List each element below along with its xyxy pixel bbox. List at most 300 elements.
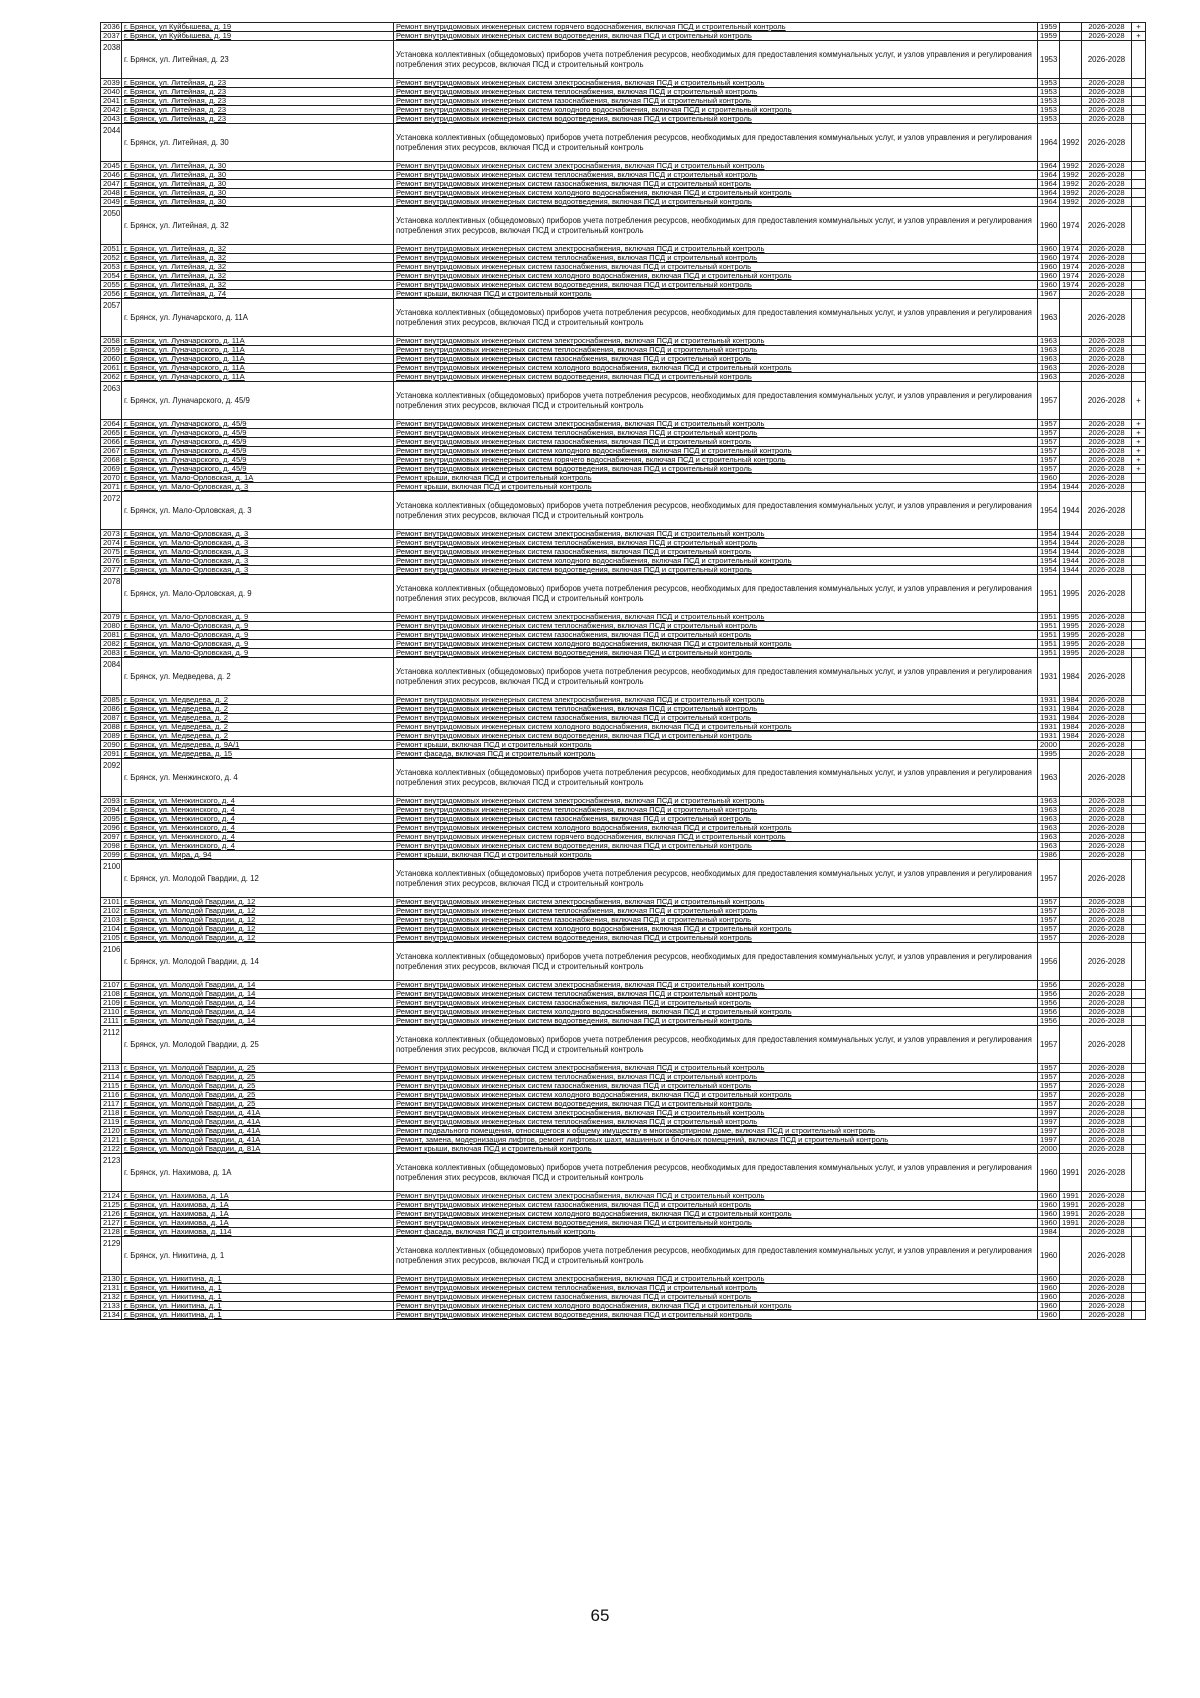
renovation-year-cell: 1992 (1060, 189, 1082, 198)
work-type-cell: Ремонт внутридомовых инженерных систем водоотведения, включая ПСД и строительный контроль (394, 842, 1038, 851)
renovation-year-cell: 1992 (1060, 198, 1082, 207)
table-row (101, 1109, 1146, 1118)
build-year-cell: 2000 (1038, 1145, 1060, 1154)
renovation-year-cell (1060, 1145, 1082, 1154)
build-year-cell: 1957 (1038, 916, 1060, 925)
row-number: 2129 (101, 1237, 122, 1275)
mark-cell (1132, 860, 1146, 898)
build-year-cell: 1960 (1038, 1201, 1060, 1210)
row-number: 2125 (101, 1201, 122, 1210)
row-number: 2043 (101, 115, 122, 124)
row-number: 2080 (101, 622, 122, 631)
row-number: 2037 (101, 32, 122, 41)
row-number: 2105 (101, 934, 122, 943)
renovation-year-cell (1060, 41, 1082, 79)
mark-cell (1132, 925, 1146, 934)
work-type-cell: Ремонт внутридомовых инженерных систем газоснабжения, включая ПСД и строительный контроль (394, 815, 1038, 824)
build-year-cell: 1953 (1038, 106, 1060, 115)
address-cell: г. Брянск, ул. Луначарского, д. 45/9 (122, 465, 394, 474)
work-type-cell: Ремонт внутридомовых инженерных систем теплоснабжения, включая ПСД и строительный контроль (394, 907, 1038, 916)
table-row (101, 705, 1146, 714)
row-number: 2054 (101, 272, 122, 281)
work-type-cell: Ремонт внутридомовых инженерных систем холодного водоснабжения, включая ПСД и строительный контроль (394, 189, 1038, 198)
renovation-year-cell: 1984 (1060, 705, 1082, 714)
period-cell: 2026-2028 (1082, 999, 1132, 1008)
renovation-year-cell: 1995 (1060, 613, 1082, 622)
build-year-cell: 1964 (1038, 189, 1060, 198)
table-row (101, 1091, 1146, 1100)
mark-cell (1132, 1284, 1146, 1293)
renovation-year-cell (1060, 106, 1082, 115)
period-cell: 2026-2028 (1082, 1017, 1132, 1026)
work-type-cell: Ремонт внутридомовых инженерных систем электроснабжения, включая ПСД и строительный контроль (394, 337, 1038, 346)
table-row (101, 649, 1146, 658)
mark-cell (1132, 806, 1146, 815)
build-year-cell: 1954 (1038, 539, 1060, 548)
mark-cell (1132, 613, 1146, 622)
mark-cell (1132, 1136, 1146, 1145)
work-type-cell: Ремонт внутридомовых инженерных систем холодного водоснабжения, включая ПСД и строительный контроль (394, 364, 1038, 373)
address-cell: г. Брянск, ул. Мало-Орловская, д. 9 (122, 631, 394, 640)
renovation-year-cell: 1944 (1060, 539, 1082, 548)
renovation-year-cell: 1944 (1060, 492, 1082, 530)
work-type-cell: Ремонт внутридомовых инженерных систем электроснабжения, включая ПСД и строительный контроль (394, 1109, 1038, 1118)
table-row (101, 1154, 1146, 1192)
work-type-cell: Ремонт внутридомовых инженерных систем водоотведения, включая ПСД и строительный контроль (394, 1311, 1038, 1320)
build-year-cell: 1954 (1038, 566, 1060, 575)
table-row (101, 456, 1146, 465)
mark-cell (1132, 207, 1146, 245)
row-number: 2107 (101, 981, 122, 990)
address-cell: г. Брянск, ул. Луначарского, д. 45/9 (122, 438, 394, 447)
table-row (101, 732, 1146, 741)
build-year-cell: 1960 (1038, 1293, 1060, 1302)
row-number: 2041 (101, 97, 122, 106)
table-row (101, 1136, 1146, 1145)
period-cell: 2026-2028 (1082, 1293, 1132, 1302)
address-cell: г. Брянск, ул. Мало-Орловская, д. 3 (122, 548, 394, 557)
table-row (101, 759, 1146, 797)
address-cell: г. Брянск, ул. Менжинского, д. 4 (122, 842, 394, 851)
renovation-year-cell (1060, 79, 1082, 88)
build-year-cell: 1963 (1038, 842, 1060, 851)
table-row (101, 1228, 1146, 1237)
address-cell: г. Брянск, ул. Луначарского, д. 11А (122, 346, 394, 355)
table-row (101, 631, 1146, 640)
row-number: 2101 (101, 898, 122, 907)
address-cell: г. Брянск, ул. Молодой Гвардии, д. 12 (122, 934, 394, 943)
mark-cell (1132, 1228, 1146, 1237)
address-cell: г. Брянск, ул. Луначарского, д. 11А (122, 299, 394, 337)
table-row (101, 566, 1146, 575)
build-year-cell: 1954 (1038, 548, 1060, 557)
build-year-cell: 1967 (1038, 290, 1060, 299)
address-cell: г. Брянск, ул. Литейная, д. 23 (122, 79, 394, 88)
address-cell: г. Брянск, ул. Литейная, д. 23 (122, 115, 394, 124)
address-cell: г. Брянск, ул. Литейная, д. 30 (122, 180, 394, 189)
period-cell: 2026-2028 (1082, 649, 1132, 658)
row-number: 2111 (101, 1017, 122, 1026)
row-number: 2123 (101, 1154, 122, 1192)
address-cell: г. Брянск, ул. Нахимова, д. 114 (122, 1228, 394, 1237)
renovation-year-cell (1060, 943, 1082, 981)
period-cell: 2026-2028 (1082, 1154, 1132, 1192)
period-cell: 2026-2028 (1082, 346, 1132, 355)
renovation-year-cell (1060, 851, 1082, 860)
period-cell: 2026-2028 (1082, 254, 1132, 263)
period-cell: 2026-2028 (1082, 474, 1132, 483)
period-cell: 2026-2028 (1082, 189, 1132, 198)
row-number: 2074 (101, 539, 122, 548)
build-year-cell: 1957 (1038, 1073, 1060, 1082)
row-number: 2062 (101, 373, 122, 382)
address-cell: г. Брянск, ул. Молодой Гвардии, д. 25 (122, 1026, 394, 1064)
row-number: 2073 (101, 530, 122, 539)
table-row (101, 198, 1146, 207)
work-type-cell: Установка коллективных (общедомовых) приборов учета потребления ресурсов, необходимых для предоставления коммунальных услуг, и узлов управления и регулирования потребления этих ресурсов, включая ПСД и строительный контроль (394, 41, 1038, 79)
table-row (101, 97, 1146, 106)
row-number: 2097 (101, 833, 122, 842)
work-type-cell: Ремонт внутридомовых инженерных систем водоотведения, включая ПСД и строительный контроль (394, 465, 1038, 474)
row-number: 2114 (101, 1073, 122, 1082)
mark-cell (1132, 1210, 1146, 1219)
address-cell: г. Брянск, ул. Нахимова, д. 1А (122, 1219, 394, 1228)
build-year-cell: 1957 (1038, 860, 1060, 898)
table-row (101, 272, 1146, 281)
table-row (101, 429, 1146, 438)
row-number: 2049 (101, 198, 122, 207)
period-cell: 2026-2028 (1082, 1145, 1132, 1154)
build-year-cell: 1964 (1038, 180, 1060, 189)
mark-cell (1132, 364, 1146, 373)
table-row (101, 465, 1146, 474)
row-number: 2130 (101, 1275, 122, 1284)
work-type-cell: Ремонт фасада, включая ПСД и строительный контроль (394, 750, 1038, 759)
row-number: 2036 (101, 23, 122, 32)
mark-cell (1132, 290, 1146, 299)
mark-cell (1132, 1026, 1146, 1064)
renovation-year-cell: 1995 (1060, 575, 1082, 613)
address-cell: г. Брянск, ул. Молодой Гвардии, д. 25 (122, 1082, 394, 1091)
table-row (101, 245, 1146, 254)
work-type-cell: Ремонт, замена, модернизация лифтов, ремонт лифтовых шахт, машинных и блочных помещений, включая ПСД и строительный контроль (394, 1136, 1038, 1145)
work-type-cell: Ремонт внутридомовых инженерных систем горячего водоснабжения, включая ПСД и строительный контроль (394, 456, 1038, 465)
row-number: 2070 (101, 474, 122, 483)
mark-cell: + (1132, 456, 1146, 465)
row-number: 2094 (101, 806, 122, 815)
renovation-year-cell: 1984 (1060, 714, 1082, 723)
table-row (101, 79, 1146, 88)
work-type-cell: Ремонт внутридомовых инженерных систем холодного водоснабжения, включая ПСД и строительный контроль (394, 557, 1038, 566)
row-number: 2104 (101, 925, 122, 934)
mark-cell (1132, 750, 1146, 759)
mark-cell (1132, 1109, 1146, 1118)
build-year-cell: 1931 (1038, 723, 1060, 732)
build-year-cell: 1956 (1038, 943, 1060, 981)
period-cell: 2026-2028 (1082, 171, 1132, 180)
mark-cell (1132, 1302, 1146, 1311)
renovation-year-cell: 1991 (1060, 1210, 1082, 1219)
row-number: 2126 (101, 1210, 122, 1219)
renovation-year-cell (1060, 833, 1082, 842)
work-type-cell: Ремонт внутридомовых инженерных систем газоснабжения, включая ПСД и строительный контроль (394, 1201, 1038, 1210)
mark-cell (1132, 189, 1146, 198)
mark-cell (1132, 705, 1146, 714)
work-type-cell: Установка коллективных (общедомовых) приборов учета потребления ресурсов, необходимых для предоставления коммунальных услуг, и узлов управления и регулирования потребления этих ресурсов, включая ПСД и строительный контроль (394, 943, 1038, 981)
build-year-cell: 1960 (1038, 254, 1060, 263)
build-year-cell: 1957 (1038, 438, 1060, 447)
table-row (101, 696, 1146, 705)
period-cell: 2026-2028 (1082, 851, 1132, 860)
mark-cell (1132, 990, 1146, 999)
row-number: 2108 (101, 990, 122, 999)
table-row (101, 548, 1146, 557)
renovation-year-cell: 1974 (1060, 207, 1082, 245)
renovation-year-cell: 1995 (1060, 640, 1082, 649)
period-cell: 2026-2028 (1082, 1302, 1132, 1311)
row-number: 2071 (101, 483, 122, 492)
build-year-cell: 1963 (1038, 337, 1060, 346)
mark-cell (1132, 851, 1146, 860)
table-row (101, 207, 1146, 245)
build-year-cell: 1963 (1038, 364, 1060, 373)
mark-cell (1132, 907, 1146, 916)
build-year-cell: 1957 (1038, 907, 1060, 916)
row-number: 2133 (101, 1302, 122, 1311)
renovation-year-cell: 1992 (1060, 162, 1082, 171)
mark-cell (1132, 88, 1146, 97)
address-cell: г. Брянск, ул. Молодой Гвардии, д. 12 (122, 898, 394, 907)
mark-cell (1132, 1201, 1146, 1210)
address-cell: г. Брянск, ул. Мира, д. 94 (122, 851, 394, 860)
work-type-cell: Установка коллективных (общедомовых) приборов учета потребления ресурсов, необходимых для предоставления коммунальных услуг, и узлов управления и регулирования потребления этих ресурсов, включая ПСД и строительный контроль (394, 860, 1038, 898)
mark-cell (1132, 272, 1146, 281)
work-type-cell: Ремонт внутридомовых инженерных систем теплоснабжения, включая ПСД и строительный контроль (394, 1073, 1038, 1082)
row-number: 2067 (101, 447, 122, 456)
period-cell: 2026-2028 (1082, 1073, 1132, 1082)
table-row (101, 1201, 1146, 1210)
renovation-year-cell: 1984 (1060, 732, 1082, 741)
mark-cell (1132, 1082, 1146, 1091)
period-cell: 2026-2028 (1082, 1228, 1132, 1237)
build-year-cell: 1997 (1038, 1118, 1060, 1127)
address-cell: г. Брянск, ул. Литейная, д. 32 (122, 263, 394, 272)
work-type-cell: Ремонт крыши, включая ПСД и строительный контроль (394, 1145, 1038, 1154)
mark-cell (1132, 1192, 1146, 1201)
table-row (101, 106, 1146, 115)
period-cell: 2026-2028 (1082, 1311, 1132, 1320)
build-year-cell: 2000 (1038, 741, 1060, 750)
work-type-cell: Ремонт внутридомовых инженерных систем электроснабжения, включая ПСД и строительный контроль (394, 162, 1038, 171)
renovation-year-cell: 1984 (1060, 723, 1082, 732)
mark-cell (1132, 483, 1146, 492)
renovation-year-cell (1060, 420, 1082, 429)
address-cell: г. Брянск, ул. Литейная, д. 32 (122, 245, 394, 254)
work-type-cell: Ремонт внутридомовых инженерных систем электроснабжения, включая ПСД и строительный контроль (394, 981, 1038, 990)
row-number: 2072 (101, 492, 122, 530)
row-number: 2120 (101, 1127, 122, 1136)
build-year-cell: 1957 (1038, 382, 1060, 420)
mark-cell (1132, 548, 1146, 557)
renovation-year-cell (1060, 981, 1082, 990)
table-row (101, 1064, 1146, 1073)
build-year-cell: 1960 (1038, 281, 1060, 290)
build-year-cell: 1960 (1038, 1192, 1060, 1201)
work-type-cell: Ремонт внутридомовых инженерных систем электроснабжения, включая ПСД и строительный контроль (394, 696, 1038, 705)
row-number: 2128 (101, 1228, 122, 1237)
work-type-cell: Ремонт внутридомовых инженерных систем газоснабжения, включая ПСД и строительный контроль (394, 355, 1038, 364)
mark-cell (1132, 492, 1146, 530)
address-cell: г. Брянск, ул. Молодой Гвардии, д. 14 (122, 990, 394, 999)
work-type-cell: Ремонт внутридомовых инженерных систем холодного водоснабжения, включая ПСД и строительный контроль (394, 1091, 1038, 1100)
row-number: 2055 (101, 281, 122, 290)
period-cell: 2026-2028 (1082, 696, 1132, 705)
renovation-year-cell: 1995 (1060, 622, 1082, 631)
work-type-cell: Ремонт внутридомовых инженерных систем электроснабжения, включая ПСД и строительный контроль (394, 1064, 1038, 1073)
period-cell: 2026-2028 (1082, 1284, 1132, 1293)
row-number: 2045 (101, 162, 122, 171)
work-type-cell: Ремонт внутридомовых инженерных систем холодного водоснабжения, включая ПСД и строительный контроль (394, 1008, 1038, 1017)
table-row (101, 714, 1146, 723)
period-cell: 2026-2028 (1082, 272, 1132, 281)
address-cell: г. Брянск, ул. Молодой Гвардии, д. 14 (122, 1008, 394, 1017)
table-row (101, 622, 1146, 631)
build-year-cell: 1957 (1038, 1064, 1060, 1073)
table-row (101, 842, 1146, 851)
period-cell: 2026-2028 (1082, 115, 1132, 124)
period-cell: 2026-2028 (1082, 824, 1132, 833)
work-type-cell: Установка коллективных (общедомовых) приборов учета потребления ресурсов, необходимых для предоставления коммунальных услуг, и узлов управления и регулирования потребления этих ресурсов, включая ПСД и строительный контроль (394, 1237, 1038, 1275)
table-row (101, 263, 1146, 272)
renovation-year-cell (1060, 1064, 1082, 1073)
table-row (101, 364, 1146, 373)
work-type-cell: Ремонт внутридомовых инженерных систем газоснабжения, включая ПСД и строительный контроль (394, 263, 1038, 272)
work-type-cell: Ремонт внутридомовых инженерных систем газоснабжения, включая ПСД и строительный контроль (394, 916, 1038, 925)
row-number: 2086 (101, 705, 122, 714)
table-row (101, 833, 1146, 842)
address-cell: г. Брянск, ул. Молодой Гвардии, д. 25 (122, 1091, 394, 1100)
work-type-cell: Ремонт внутридомовых инженерных систем электроснабжения, включая ПСД и строительный контроль (394, 898, 1038, 907)
row-number: 2102 (101, 907, 122, 916)
address-cell: г. Брянск, ул. Мало-Орловская, д. 9 (122, 613, 394, 622)
address-cell: г. Брянск, ул. Литейная, д. 23 (122, 97, 394, 106)
work-type-cell: Установка коллективных (общедомовых) приборов учета потребления ресурсов, необходимых для предоставления коммунальных услуг, и узлов управления и регулирования потребления этих ресурсов, включая ПСД и строительный контроль (394, 1026, 1038, 1064)
period-cell: 2026-2028 (1082, 1091, 1132, 1100)
work-type-cell: Ремонт внутридомовых инженерных систем холодного водоснабжения, включая ПСД и строительный контроль (394, 447, 1038, 456)
row-number: 2053 (101, 263, 122, 272)
mark-cell (1132, 714, 1146, 723)
row-number: 2077 (101, 566, 122, 575)
mark-cell: + (1132, 23, 1146, 32)
renovation-year-cell (1060, 346, 1082, 355)
mark-cell (1132, 162, 1146, 171)
work-type-cell: Ремонт внутридомовых инженерных систем газоснабжения, включая ПСД и строительный контроль (394, 1082, 1038, 1091)
build-year-cell: 1953 (1038, 97, 1060, 106)
renovation-year-cell (1060, 1237, 1082, 1275)
mark-cell (1132, 1008, 1146, 1017)
period-cell: 2026-2028 (1082, 79, 1132, 88)
build-year-cell: 1986 (1038, 851, 1060, 860)
period-cell: 2026-2028 (1082, 714, 1132, 723)
period-cell: 2026-2028 (1082, 530, 1132, 539)
work-type-cell: Ремонт внутридомовых инженерных систем холодного водоснабжения, включая ПСД и строительный контроль (394, 640, 1038, 649)
row-number: 2057 (101, 299, 122, 337)
table-row (101, 281, 1146, 290)
table-row (101, 530, 1146, 539)
period-cell: 2026-2028 (1082, 429, 1132, 438)
period-cell: 2026-2028 (1082, 1008, 1132, 1017)
build-year-cell: 1954 (1038, 557, 1060, 566)
work-type-cell: Ремонт внутридомовых инженерных систем теплоснабжения, включая ПСД и строительный контроль (394, 88, 1038, 97)
mark-cell (1132, 337, 1146, 346)
build-year-cell: 1957 (1038, 465, 1060, 474)
row-number: 2117 (101, 1100, 122, 1109)
renovation-year-cell: 1991 (1060, 1154, 1082, 1192)
period-cell: 2026-2028 (1082, 97, 1132, 106)
work-type-cell: Установка коллективных (общедомовых) приборов учета потребления ресурсов, необходимых для предоставления коммунальных услуг, и узлов управления и регулирования потребления этих ресурсов, включая ПСД и строительный контроль (394, 299, 1038, 337)
table-row (101, 1082, 1146, 1091)
renovation-year-cell: 1944 (1060, 566, 1082, 575)
build-year-cell: 1963 (1038, 833, 1060, 842)
address-cell: г. Брянск, ул. Молодой Гвардии, д. 14 (122, 981, 394, 990)
mark-cell (1132, 1219, 1146, 1228)
build-year-cell: 1963 (1038, 806, 1060, 815)
row-number: 2132 (101, 1293, 122, 1302)
mark-cell (1132, 815, 1146, 824)
address-cell: г. Брянск, ул. Нахимова, д. 1А (122, 1192, 394, 1201)
mark-cell (1132, 696, 1146, 705)
row-number: 2082 (101, 640, 122, 649)
renovation-year-cell (1060, 842, 1082, 851)
build-year-cell: 1963 (1038, 346, 1060, 355)
row-number: 2039 (101, 79, 122, 88)
work-type-cell: Ремонт внутридомовых инженерных систем горячего водоснабжения, включая ПСД и строительный контроль (394, 833, 1038, 842)
work-type-cell: Ремонт внутридомовых инженерных систем электроснабжения, включая ПСД и строительный контроль (394, 613, 1038, 622)
mark-cell: + (1132, 429, 1146, 438)
mark-cell (1132, 1017, 1146, 1026)
period-cell: 2026-2028 (1082, 299, 1132, 337)
period-cell: 2026-2028 (1082, 1118, 1132, 1127)
renovation-year-cell: 1992 (1060, 124, 1082, 162)
row-number: 2068 (101, 456, 122, 465)
build-year-cell: 1931 (1038, 732, 1060, 741)
table-row (101, 575, 1146, 613)
row-number: 2088 (101, 723, 122, 732)
mark-cell (1132, 981, 1146, 990)
table-row (101, 189, 1146, 198)
build-year-cell: 1960 (1038, 1284, 1060, 1293)
table-row (101, 851, 1146, 860)
renovation-year-cell (1060, 797, 1082, 806)
build-year-cell: 1960 (1038, 272, 1060, 281)
table-body (101, 23, 1146, 1320)
renovation-year-cell: 1974 (1060, 245, 1082, 254)
renovation-year-cell (1060, 465, 1082, 474)
renovation-year-cell (1060, 1136, 1082, 1145)
work-type-cell: Установка коллективных (общедомовых) приборов учета потребления ресурсов, необходимых для предоставления коммунальных услуг, и узлов управления и регулирования потребления этих ресурсов, включая ПСД и строительный контроль (394, 658, 1038, 696)
mark-cell (1132, 299, 1146, 337)
work-type-cell: Ремонт внутридомовых инженерных систем электроснабжения, включая ПСД и строительный контроль (394, 1275, 1038, 1284)
work-type-cell: Ремонт внутридомовых инженерных систем теплоснабжения, включая ПСД и строительный контроль (394, 990, 1038, 999)
mark-cell (1132, 649, 1146, 658)
period-cell: 2026-2028 (1082, 1100, 1132, 1109)
table-row (101, 557, 1146, 566)
address-cell: г. Брянск, ул. Мало-Орловская, д. 3 (122, 492, 394, 530)
renovation-year-cell (1060, 1109, 1082, 1118)
work-type-cell: Установка коллективных (общедомовых) приборов учета потребления ресурсов, необходимых для предоставления коммунальных услуг, и узлов управления и регулирования потребления этих ресурсов, включая ПСД и строительный контроль (394, 207, 1038, 245)
row-number: 2047 (101, 180, 122, 189)
period-cell: 2026-2028 (1082, 198, 1132, 207)
